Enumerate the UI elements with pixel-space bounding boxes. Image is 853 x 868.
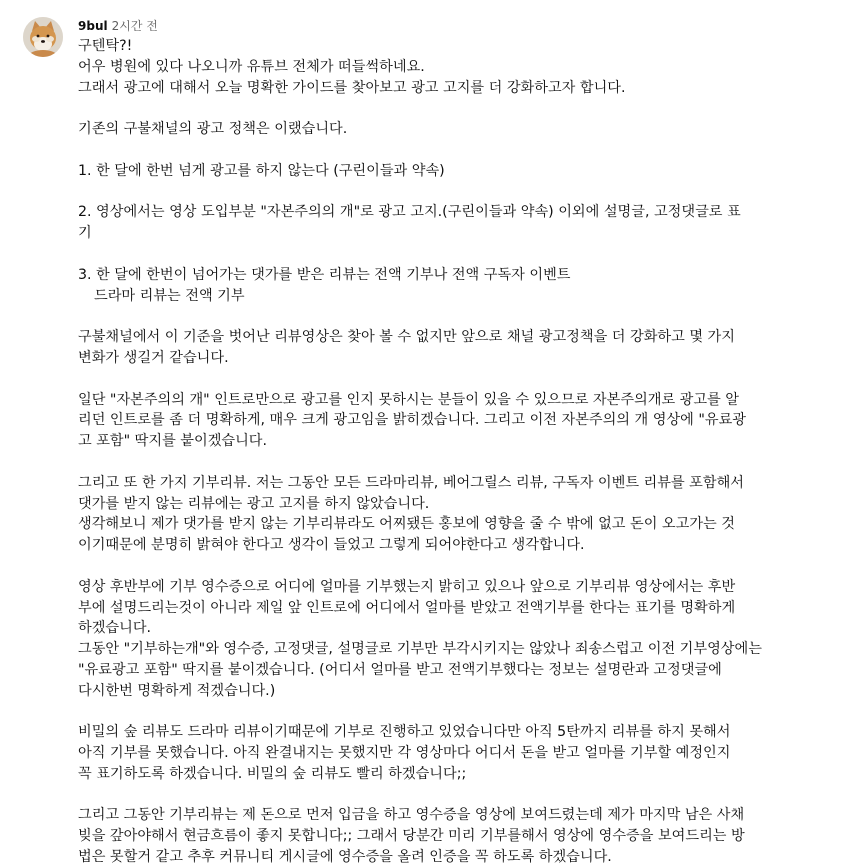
comment-text-line: 고 포함" 딱지를 붙이겠습니다.	[78, 433, 268, 450]
comment-text-line: 구텐탁?!	[78, 38, 133, 54]
comment-text-line: 변화가 생길거 같습니다.	[78, 349, 229, 366]
comment-text-line: 그리고 그동안 기부리뷰는 제 돈으로 먼저 입금을 하고 영수증을 영상에 보여드렸는데 제가 마지막 남은 사채	[78, 807, 745, 824]
comment-text-line: 리던 인트로를 좀 더 명확하게, 매우 크게 광고임을 밝히겠습니다. 그리고 이전 자본주의의 개 영상에 "유료광	[78, 412, 747, 429]
comment-text-line: 생각해보니 제가 댓가를 받지 않는 기부리뷰라도 어찌됐든 홍보에 영향을 줄 수 밖에 없고 돈이 오고가는 것	[78, 516, 735, 533]
comment-text-line: 하겠습니다.	[78, 620, 152, 637]
comment-text-line: 법은 못할거 같고 추후 커뮤니티 게시글에 영수증을 올려 인증을 꼭 하도록 하겠습니다.	[78, 849, 612, 866]
comment-text-line: 구불채널에서 이 기준을 벗어난 리뷰영상은 찾아 볼 수 없지만 앞으로 채널 광고정책을 더 강화하고 몇 가지	[78, 329, 735, 346]
comment-text-line: 꼭 표기하도록 하겠습니다. 비밀의 숲 리뷰도 빨리 하겠습니다;;	[78, 765, 467, 782]
comment-text-line: 부에 설명드리는것이 아니라 제일 앞 인트로에 어디에서 얼마를 받았고 전액기부를 한다는 표기를 명확하게	[78, 599, 736, 616]
comment-text-line: 그동안 "기부하는개"와 영수증, 고정댓글, 설명글로 기부만 부각시키지는 않았나 죄송스럽고 이전 기부영상에는	[78, 641, 762, 658]
comment-text-line: "유료광고 포함" 딱지를 붙이겠습니다. (어디서 얼마를 받고 전액기부했다는 정보는 설명란과 고정댓글에	[78, 661, 722, 678]
comment-text-line: 기	[78, 225, 92, 242]
comment-text-line: 빚을 갚아야해서 현금흐름이 좋지 못합니다;; 그래서 당분간 미리 기부를해서 영상에 영수증을 보여드리는 방	[78, 828, 745, 845]
comment-text-line: 어우 병원에 있다 나오니까 유튜브 전체가 떠들썩하네요.	[78, 58, 425, 75]
comment-text-line: 1. 한 달에 한번 넘게 광고를 하지 않는다 (구린이들과 약속)	[78, 162, 445, 179]
shiba-dog-avatar-icon	[23, 17, 63, 57]
comment-text-line: 일단 "자본주의의 개" 인트로만으로 광고를 인지 못하시는 분들이 있을 수 있으므로 자본주의개로 광고를 알	[78, 391, 740, 408]
comment-text-line: 그리고 또 한 가지 기부리뷰. 저는 그동안 모든 드라마리뷰, 베어그릴스 리뷰, 구독자 이벤트 리뷰를 포함해서	[78, 474, 744, 491]
comment-timestamp[interactable]: 2시간 전	[111, 19, 158, 33]
comment-text-line: 영상 후반부에 기부 영수증으로 어디에 얼마를 기부했는지 밝히고 있으나 앞으로 기부리뷰 영상에서는 후반	[78, 578, 736, 595]
avatar[interactable]	[23, 17, 63, 57]
author-name[interactable]: 9bul	[78, 19, 108, 33]
comment-header	[78, 16, 158, 34]
comment-text-line: 비밀의 숲 리뷰도 드라마 리뷰이기때문에 기부로 진행하고 있었습니다만 아직 5탄까지 리뷰를 하지 못해서	[78, 724, 731, 741]
comment-body	[78, 36, 840, 868]
comment-text-line: 댓가를 받지 않는 리뷰에는 광고 고지를 하지 않았습니다.	[78, 495, 430, 512]
comment-text-line: 이기때문에 분명히 밝혀야 한다고 생각이 들었고 그렇게 되어야한다고 생각합니다.	[78, 537, 585, 554]
comment-text-line: 드라마 리뷰는 전액 기부	[94, 287, 245, 304]
comment-text-line: 2. 영상에서는 영상 도입부분 "자본주의의 개"로 광고 고지.(구린이들과 약속) 이외에 설명글, 고정댓글로 표	[78, 204, 741, 221]
comment-text-line: 3. 한 달에 한번이 넘어가는 댓가를 받은 리뷰는 전액 기부나 전액 구독자 이벤트	[78, 266, 571, 283]
comment-text-line: 기존의 구불채널의 광고 정책은 이랬습니다.	[78, 121, 348, 138]
comment-text-line: 그래서 광고에 대해서 오늘 명확한 가이드를 찾아보고 광고 고지를 더 강화하고자 합니다.	[78, 79, 626, 96]
comment-text-line: 아직 기부를 못했습니다. 아직 완결내지는 못했지만 각 영상마다 어디서 돈을 받고 얼마를 기부할 예정인지	[78, 745, 731, 762]
comment-text-line: 다시한번 명확하게 적겠습니다.)	[78, 682, 276, 699]
